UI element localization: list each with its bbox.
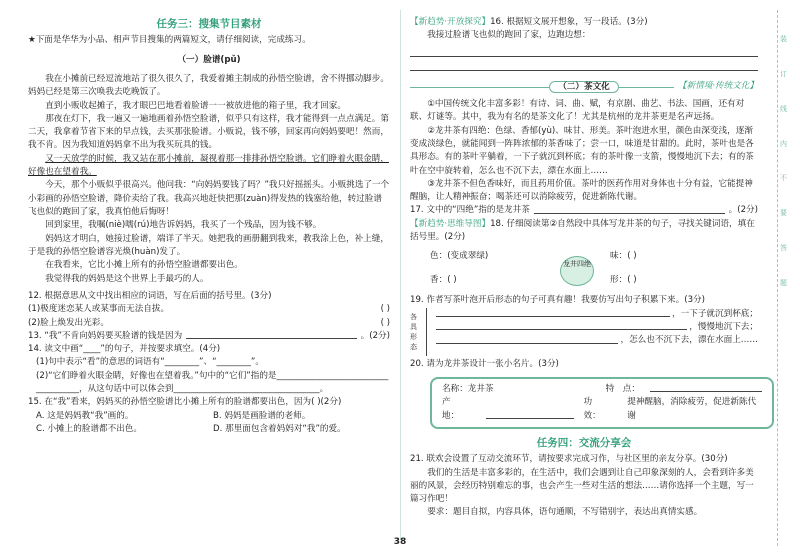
q16-tag: 【新趋势·开放探究】 [410, 17, 491, 27]
q19-bracket-label: 各具形态 [410, 312, 417, 351]
q21-text: 我们的生活是丰富多彩的，在生活中，我们会遇到让自己印象深刻的人，会看到许多美丽的风景，会经历特别难忘的事，也会产生一些对生活的想法……请你选择一个主题，写一篇习作吧！ [410, 467, 754, 505]
card-row-1 [442, 383, 762, 396]
tea-mind-map [410, 250, 758, 290]
q15-option-b[interactable]: B. 妈妈是画脸谱的老师。 [213, 410, 311, 421]
q13-score: 。(2分) [360, 330, 390, 341]
q12-row-1 [28, 303, 390, 316]
q19-blank-2[interactable] [436, 321, 687, 330]
binding-margin [777, 10, 790, 546]
q16-text: 16. 根据短文展开想象，写一段话。(3分) [490, 17, 648, 27]
card-row-2 [442, 396, 762, 423]
q13-answer-line[interactable] [186, 330, 356, 339]
q21-requirements: 要求：题目自拟，内容具体，语句通顺，不写错别字，表达出真情实感。 [427, 507, 703, 518]
card-effect-label: 功 效： [583, 397, 601, 421]
q14-part-2: (2)“它们睁着火眼金睛，好像也在望着我。”句中的“它们”指的是__________________________ [36, 370, 389, 381]
q14-part-1: (1)句中表示“看”的意思的词语有“________”、“________”。 [36, 357, 264, 368]
q16-answer-line-1[interactable] [410, 43, 758, 57]
side-mark-7: 答 [780, 244, 787, 253]
section-two-tag: 【新情境·传统文化】 [674, 80, 758, 93]
q19-line-1 [434, 308, 758, 321]
question-16 [410, 16, 758, 29]
paragraph-3: 那夜在灯下，我一遍又一遍地画着孙悟空脸谱，似乎只有这样，我才能得到一点点满足。第二天，我拿着节省下来的早点钱，去买那张脸谱。小贩说，钱不够，回家再向妈妈要吧！然而，我不肯。因为我知道妈妈拿不出为我买玩具的钱。 [28, 113, 389, 151]
q19-blank-3[interactable] [436, 334, 618, 343]
paragraph-8: 在我看来，它比小摊上所有的孙悟空脸谱都要出色。 [45, 260, 243, 271]
tea-name-card [430, 377, 774, 429]
paragraph-5: 今天，那个小贩似乎很高兴。他问我：“向妈妈要钱了吗？”我只好摇摇头。小贩挑选了一个小彩画的孙悟空脸谱，降价卖给了我。我高兴地赶快把那(zuàn)得发热的钱塞给他，转过脸谱飞也似的跑回了家，我真怕他后悔呀！ [28, 180, 390, 218]
q19-suffix-3: ，怎么也不沉下去，漂在水面上…… [620, 335, 758, 346]
card-origin-blank[interactable] [486, 396, 574, 419]
right-column [410, 0, 758, 556]
card-feature-blank[interactable] [650, 383, 762, 392]
q12-answer-2[interactable]: ( ) [380, 317, 390, 328]
task-four-title: 任务四：交流分享会 [536, 436, 632, 449]
question-12: 12. 根据意思从文中找出相应的词语，写在后面的括号里。(3分) [28, 290, 272, 301]
q12-item-2: (2)脸上焕发出光彩。 [28, 317, 109, 328]
card-feature-label: 特 点： [605, 384, 640, 394]
section-two-title: （二）茶文化 [549, 81, 619, 93]
question-15: 15. 在“我”看来，妈妈买的孙悟空脸谱比小摊上所有的脸谱都要出色，因为( )(2分) [28, 397, 342, 408]
question-21: 21. 联欢会设置了互动交流环节，请按要求完成习作，与社区里的亲友分享。(30分) [410, 454, 728, 465]
q18-text: 18. 仔细阅读第②自然段中具体写龙井茶的句子，寻找关键词语，填在括号里。(2分) [410, 218, 755, 243]
page-number: 38 [393, 537, 407, 548]
left-column [28, 0, 390, 556]
paragraph-9: 我觉得我的妈妈是这个世界上手最巧的人。 [45, 273, 209, 284]
q19-line-2 [434, 321, 758, 334]
q17-answer-line[interactable] [534, 204, 725, 213]
paragraph-4: 又一天放学的时候，我又站在那小摊前，凝视着那一排排孙悟空脸谱。它们睁着火眼金睛，好像也在望着我。 [28, 153, 389, 178]
q12-item-1: (1)极度迷恋某人或某事而无法自拔。 [28, 304, 170, 315]
q19-line-3 [434, 334, 758, 347]
question-18 [410, 218, 758, 245]
card-effect-value: 提神醒脑，消除疲劳，促进新陈代谢 [627, 397, 757, 421]
side-mark-5: 不 [780, 174, 787, 183]
card-name-label: 名称： [442, 384, 468, 394]
q18-tag: 【新趋势·思维导图】 [410, 218, 491, 229]
task-three-title: 任务三：搜集节目素材 [156, 18, 262, 30]
question-14: 14. 读文中画“____”的句子，并按要求填空。(4分) [28, 344, 221, 355]
q19-suffix-1: ，一下子就沉到杯底； [672, 308, 758, 319]
q16-answer-line-2[interactable] [410, 57, 758, 71]
paragraph-6: 回到家里，我嘱(niè)嚅(rú)地告诉妈妈，我买了一个残品，因为钱不够。 [45, 220, 322, 231]
q15-row-1 [28, 410, 390, 423]
question-17-row [410, 204, 758, 217]
side-mark-1: 装 [780, 35, 787, 43]
article-title: （一）脸谱(pǔ) [177, 54, 241, 65]
q19-imitation-block [410, 308, 758, 358]
q15-option-c[interactable]: C. 小摊上的脸谱都不出色。 [36, 424, 142, 435]
question-13-row [28, 330, 390, 343]
q17-score: 。(2分) [728, 205, 758, 216]
mind-map-taste[interactable]: 味：( ) [610, 251, 637, 262]
tea-paragraph-1: ①中国传统文化丰富多彩！有诗、词、曲、赋，有京剧、曲艺、书法、国画，还有对联、灯谜等。其中，我为有名的是茶文化了！尤其是杭州的龙井茶更是名声远扬。 [410, 98, 745, 123]
q15-row-2 [28, 423, 390, 436]
question-13: 13. “我”不肯向妈妈要买脸谱的钱是因为 [28, 330, 183, 341]
q12-row-2 [28, 317, 390, 330]
q15-option-d[interactable]: D. 那里面包含着妈妈对“我”的爱。 [213, 424, 346, 435]
mind-map-smell[interactable]: 香：( ) [430, 275, 457, 286]
column-divider [400, 10, 401, 540]
mind-map-center: 龙井四绝 [560, 256, 594, 286]
q19-blank-1[interactable] [436, 308, 670, 317]
side-mark-8: 题 [780, 278, 787, 287]
q12-answer-1[interactable]: ( ) [380, 304, 390, 315]
question-17: 17. 文中的“四绝”指的是龙井茶 [410, 205, 530, 216]
intro-line: ★下面是华华为小品、相声节目搜集的两篇短文，请仔细阅读，完成练习。 [28, 35, 311, 46]
paragraph-7: 妈妈这才明白，她接过脸谱，端详了半天。她把我的画册翻到我来，教我涂上色，补上缝，于是我的孙悟空脸谱容光焕(huàn)发了。 [28, 233, 389, 257]
q16-prompt: 我接过脸谱飞也似的跑回了家，边跑边想： [427, 30, 591, 41]
mind-map-color[interactable]: 色：(变成翠绿) [430, 251, 489, 262]
paragraph-1: 我在小摊前已经逗流地站了很久很久了，我爱着摊主制成的孙悟空脸谱，舍不得挪动脚步。妈妈已经是第三次唤我去吃晚饭了。 [28, 73, 389, 98]
card-name-value: 龙井茶 [467, 384, 494, 394]
mind-map-shape[interactable]: 形：( ) [610, 275, 637, 286]
tea-paragraph-3: ③龙井茶不但色香味好，而且药用价值。茶叶的医药作用对身体也十分有益，它能提神醒脑，让人精神振奋；喝茶还可以消除疲劳，促进新陈代谢。 [410, 178, 753, 203]
question-20: 20. 请为龙井茶设计一张小名片。(3分) [410, 358, 559, 369]
q15-option-a[interactable]: A. 这是妈妈教“我”画的。 [36, 410, 134, 421]
card-name [442, 383, 596, 396]
paragraph-2: 直到小贩收起摊子，我才眼巴巴地看着脸谱一一被放进他的箱子里，我才回家。 [45, 100, 346, 111]
tea-paragraph-2: ②龙井茶有四绝：色绿、香郁(yù)、味甘、形美。茶叶泡进水里，颜色由深变浅，逐渐变成淡绿色，就能闻到一阵阵浓郁的茶香味了；尝一口，味道是甘甜的。此时，茶叶也是各具形态。有的茶叶平躺着，一下子就沉到杯底；有的茶叶像一支箭，慢慢地沉下去；有的茶叶在空中旋转着，怎么也不沉下去，漂在水面上…… [410, 125, 754, 176]
q14-part-3: __________，从这句话中可以体会到__________________________________。 [36, 384, 329, 395]
side-mark-3: 线 [780, 104, 787, 113]
card-origin-label: 产 地： [442, 397, 460, 421]
section-two-header [410, 81, 758, 94]
question-19: 19. 作者写茶叶泡开后形态的句子可真有趣！我要仿写出句子积累下来。(3分) [410, 295, 705, 306]
q19-suffix-2: ，慢慢地沉下去； [689, 322, 758, 332]
side-mark-4: 内 [780, 139, 787, 148]
side-mark-6: 要 [780, 209, 787, 218]
side-mark-2: 订 [780, 69, 787, 78]
